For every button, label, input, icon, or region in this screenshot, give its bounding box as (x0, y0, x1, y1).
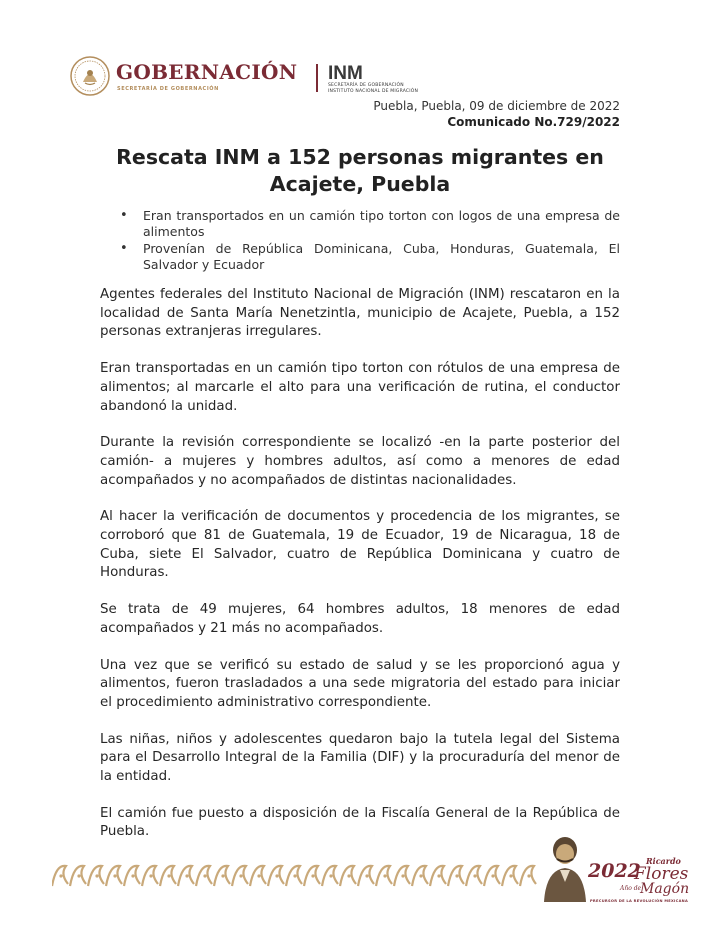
pattern-motif (232, 866, 248, 886)
pattern-motif (448, 866, 464, 886)
body-paragraph: Eran transportadas en un camión tipo torton con rótulos de una empresa de alimentos; al marcarle el alto para una verificación de rutina, el conductor abandonó la unidad. (100, 361, 620, 414)
inm-logo-text: INM (328, 63, 363, 82)
summary-bullets (100, 208, 620, 274)
pattern-motif (160, 866, 176, 886)
place-date: Puebla, Puebla, 09 de diciembre de 2022 (373, 99, 620, 113)
comunicado-number: Comunicado No.729/2022 (447, 115, 620, 129)
anio-de-text: Año de (620, 885, 642, 892)
pattern-motif (322, 866, 338, 886)
pattern-motif (358, 866, 374, 886)
ricardo-flores-magon-portrait (540, 832, 590, 902)
pattern-motif (142, 866, 158, 886)
pattern-motif (70, 866, 86, 886)
body-paragraph: Agentes federales del Instituto Nacional de Migración (INM) rescataron en la localidad de Santa María Nenetzintla, municipio de Acajete, Puebla, a 152 personas extranjeras irregulares. (100, 287, 620, 340)
pattern-motif (250, 866, 266, 886)
letterhead (70, 52, 419, 102)
inm-subtitle-1: SECRETARÍA DE GOBERNACIÓN (328, 83, 404, 88)
body-paragraph: Durante la revisión correspondiente se localizó -en la parte posterior del camión- a mujeres y hombres adultos, así como a menores de edad acompañados y no acompañados de distintas nacionalidades. (100, 435, 620, 488)
pattern-motif (412, 866, 428, 886)
pattern-motif (484, 866, 500, 886)
inm-logo (328, 62, 388, 82)
gobernacion-wordmark: GOBERNACIÓN (116, 60, 298, 84)
inm-subtitle-2: INSTITUTO NACIONAL DE MIGRACIÓN (328, 89, 419, 94)
pattern-motif (124, 866, 140, 886)
press-release-title: Rescata INM a 152 personas migrantes en Acajete, Puebla (116, 145, 604, 196)
pattern-motif (286, 866, 302, 886)
body-paragraph: Una vez que se verificó su estado de salud y se les proporcionó agua y alimentos, fueron trasladados a una sede migratoria del estado para iniciar el procedimiento administrativo correspondiente. (100, 657, 620, 710)
body-paragraph: Las niñas, niños y adolescentes quedaron bajo la tutela legal del Sistema para el Desarrollo Integral de la Familia (DIF) y la procuraduría del menor de la entidad. (100, 731, 620, 785)
pattern-motif (178, 866, 194, 886)
gobernacion-subtitle: SECRETARÍA DE GOBERNACIÓN (117, 86, 219, 92)
body-paragraph: El camión fue puesto a disposición de la Fiscalía General de la República de Puebla. (100, 805, 620, 840)
pattern-motif (52, 866, 68, 886)
mexico-seal-icon (70, 56, 110, 96)
press-release-body (100, 286, 620, 860)
pattern-motif (430, 866, 446, 886)
pattern-motif (376, 866, 392, 886)
pattern-motif (304, 866, 320, 886)
pattern-motif (214, 866, 230, 886)
pattern-motif (502, 866, 518, 886)
body-paragraph: Se trata de 49 mujeres, 64 hombres adultos, 18 menores de edad acompañados y 21 más no acompañados. (100, 602, 620, 636)
flores-text: Flores (634, 864, 689, 884)
pattern-motif (268, 866, 284, 886)
magon-text: Magón (640, 881, 690, 897)
pattern-motif (88, 866, 104, 886)
pattern-motif (106, 866, 122, 886)
footer-pattern-band (52, 860, 538, 890)
logo-divider (316, 64, 318, 92)
pattern-motif (340, 866, 356, 886)
ricardo-text: Ricardo (646, 856, 681, 866)
pattern-motif (520, 866, 536, 886)
precursor-text: PRECURSOR DE LA REVOLUCIÓN MEXICANA (590, 899, 689, 903)
bullet-item: • Provenían de República Dominicana, Cuba, Honduras, Guatemala, El Salvador y Ecuador (100, 241, 620, 273)
pattern-motif (196, 866, 212, 886)
pattern-motif (394, 866, 410, 886)
pattern-motif (466, 866, 482, 886)
year-2022: 2022 (588, 860, 641, 882)
body-paragraph: Al hacer la verificación de documentos y procedencia de los migrantes, se corroboró que 81 de Guatemala, 19 de Ecuador, 19 de Nicaragua, 18 de Cuba, siete El Salvador, cuatro de República Dominicana y cuatro de Honduras. (100, 509, 620, 581)
bullet-item: • Eran transportados en un camión tipo torton con logos de una empresa de alimentos (100, 208, 620, 240)
